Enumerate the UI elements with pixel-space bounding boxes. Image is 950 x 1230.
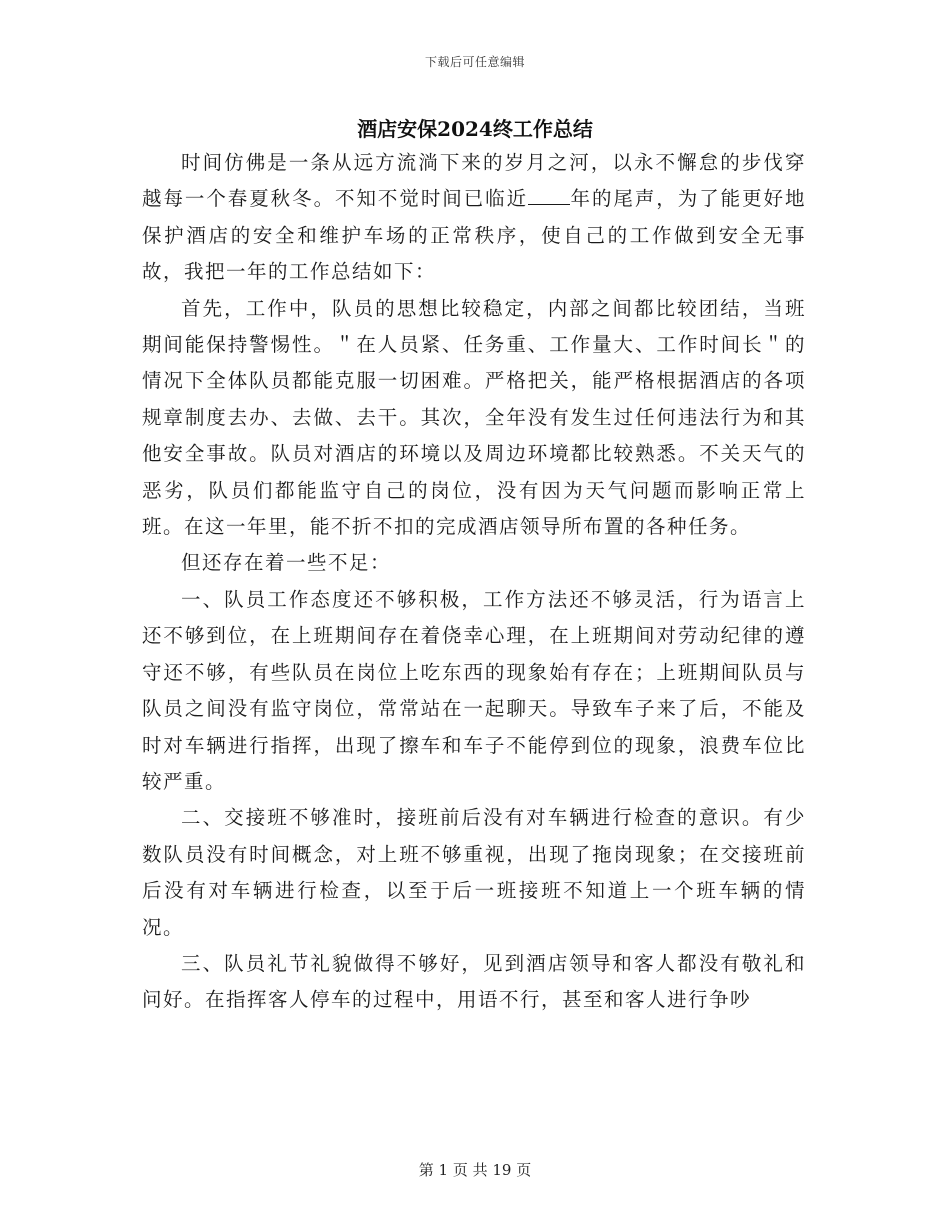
header-note: 下载后可任意编辑 — [424, 55, 525, 69]
document-title: 酒店安保2024终工作总结 — [357, 117, 593, 141]
paragraph-intro — [142, 145, 806, 291]
paragraph-issue-2: 二、交接班不够准时，接班前后没有对车辆进行检查的意识。有少数队员没有时间概念，对上班不够重视，出现了拖岗现象；在交接班前后没有对车辆进行检查，以至于后一班接班不知道上一个班车辆的情况。 — [142, 806, 806, 939]
paragraph-intro-part1: 时间仿佛是一条从远方流淌下来的岁月之河，以永不懈怠的步伐穿越每一个春夏秋冬。不知不觉时间已临近 — [142, 151, 806, 211]
paragraph-issue-1: 一、队员工作态度还不够积极，工作方法还不够灵活，行为语言上还不够到位，在上班期间存在着侥幸心理，在上班期间对劳动纪律的遵守还不够，有些队员在岗位上吃东西的现象始有存在；上班期间队员与队员之间没有监守岗位，常常站在一起聊天。导致车子来了后，不能及时对车辆进行指挥，出现了擦车和车子不能停到位的现象，浪费车位比较严重。 — [142, 587, 806, 793]
paragraph-intro-part2: 年的尾声，为了能更好地保护酒店的安全和维护车场的正常秩序，使自己的工作做到安全无事故，我把一年的工作总结如下： — [142, 187, 806, 284]
document-body — [142, 145, 806, 1019]
page-footer: 第 1 页 共 19 页 — [418, 1161, 532, 1179]
paragraph-issue-3: 三、队员礼节礼貌做得不够好，见到酒店领导和客人都没有敬礼和问好。在指挥客人停车的过程中，用语不行，甚至和客人进行争吵 — [142, 951, 806, 1012]
blank-underline — [528, 186, 570, 205]
paragraph-achievements: 首先，工作中，队员的思想比较稳定，内部之间都比较团结，当班期间能保持警惕性。＂在人员紧、任务重、工作量大、工作时间长＂的情况下全体队员都能克服一切困难。严格把关，能严格根据酒店的各项规章制度去办、去做、去干。其次，全年没有发生过任何违法行为和其他安全事故。队员对酒店的环境以及周边环境都比较熟悉。不关天气的恶劣，队员们都能监守自己的岗位，没有因为天气问题而影响正常上班。在这一年里，能不折不扣的完成酒店领导所布置的各种任务。 — [142, 296, 806, 539]
paragraph-shortcomings-intro: 但还存在着一些不足： — [181, 551, 392, 575]
